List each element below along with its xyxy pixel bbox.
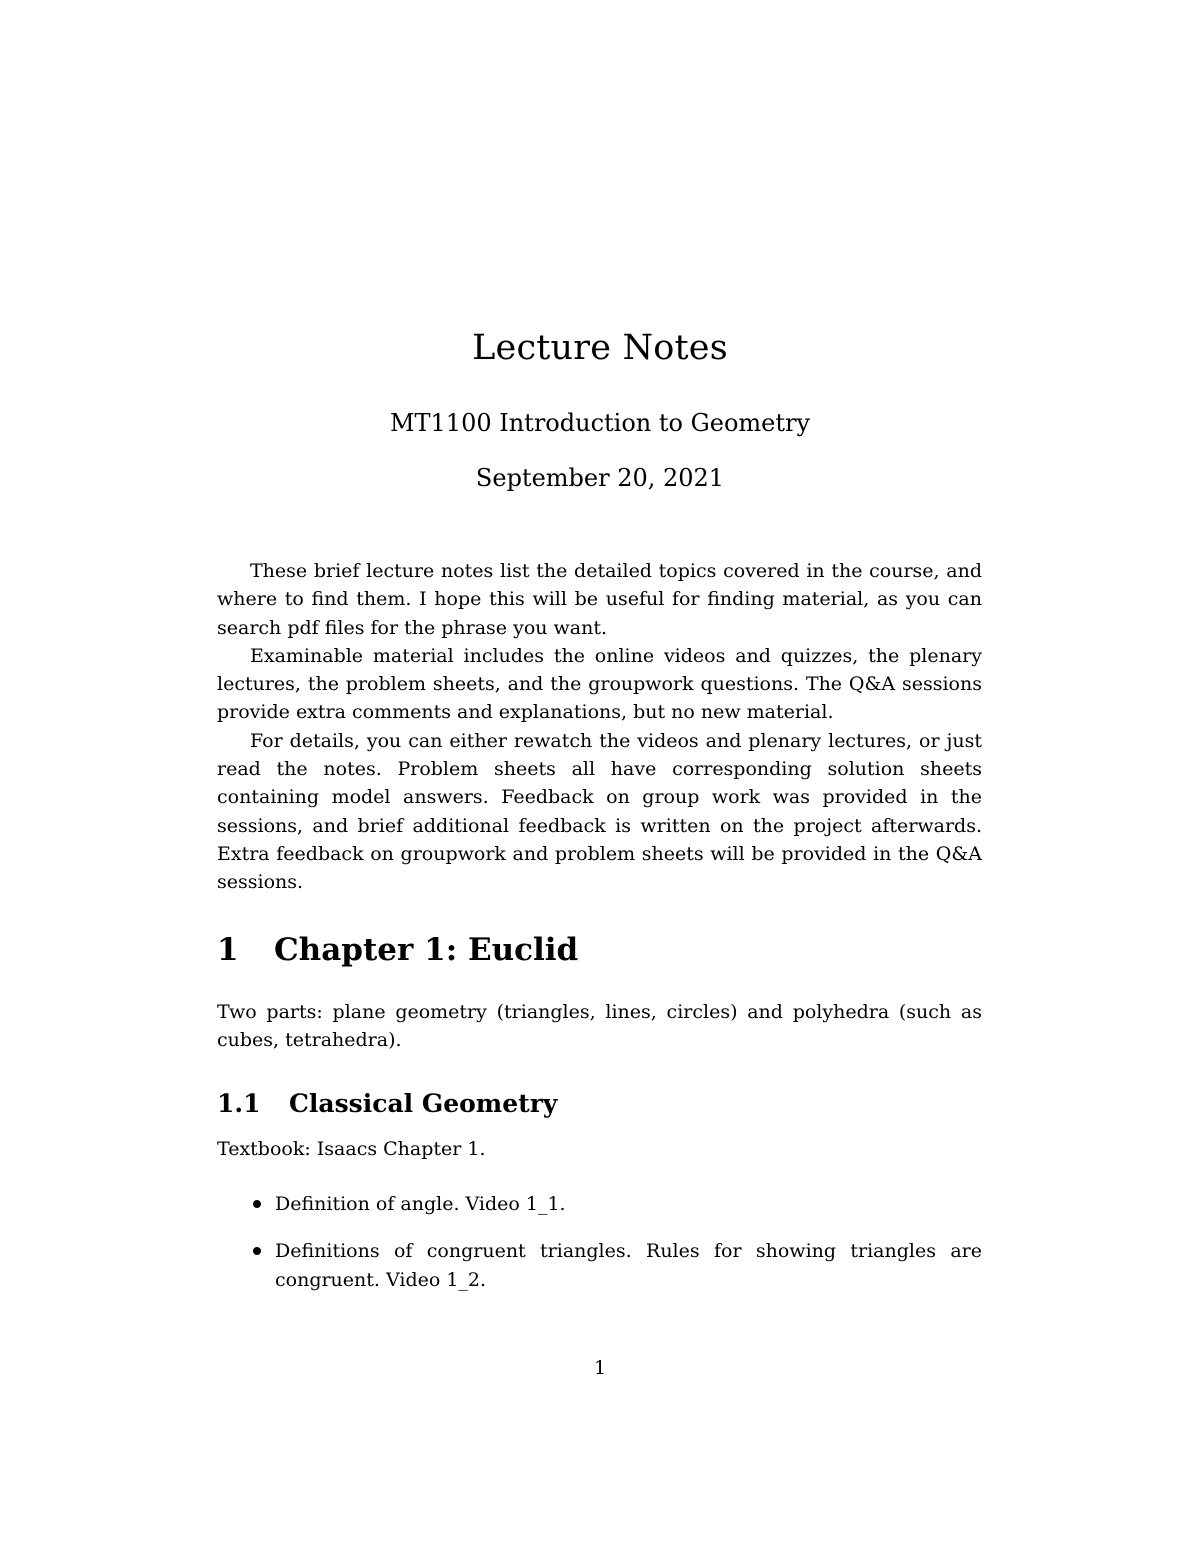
intro-paragraph-2: Examinable material includes the online videos and quizzes, the plenary lectures, the problem sheets, and the groupwork questions. The Q&A sessions provide extra comments and explanations, but no new material.: [217, 644, 982, 724]
bullet-icon: [253, 1200, 261, 1208]
bullet-icon: [253, 1247, 261, 1255]
list-item: [217, 1237, 982, 1294]
page-number: 1: [593, 1357, 607, 1379]
section-title: Chapter 1: Euclid: [274, 932, 579, 968]
list-item: [217, 1190, 982, 1218]
section-heading: [217, 932, 578, 968]
subsection-heading: [217, 1089, 557, 1118]
course-name: MT1100 Introduction to Geometry: [389, 409, 811, 437]
textbook-reference: Textbook: Isaacs Chapter 1.: [217, 1138, 486, 1160]
list-item-text: Definitions of congruent triangles. Rules for showing triangles are congruent. Video 1_2.: [275, 1240, 982, 1291]
document-title: Lecture Notes: [472, 328, 728, 368]
intro-paragraph-1: These brief lecture notes list the detailed topics covered in the course, and where to find them. I hope this will be useful for finding material, as you can search pdf files for the phrase you want.: [217, 560, 982, 639]
intro-paragraph-3: For details, you can either rewatch the videos and plenary lectures, or just read the notes. Problem sheets all have corresponding solution sheets containing model answers. Feedback on group work was provided in the sessions, and brief additional feedback is written on the project afterwards. Extra feedback on groupwork and problem sheets will be provided in the Q&A sessions.: [217, 729, 982, 894]
document-date: September 20, 2021: [475, 464, 725, 492]
subsection-number: 1.1: [217, 1089, 261, 1118]
topic-list: [217, 1190, 982, 1313]
list-item-text: Definition of angle. Video 1_1.: [275, 1193, 566, 1215]
subsection-title: Classical Geometry: [289, 1089, 558, 1118]
intro-section: [217, 557, 982, 897]
section-number: 1: [217, 932, 239, 968]
section-body: [217, 998, 982, 1055]
section-paragraph: Two parts: plane geometry (triangles, lines, circles) and polyhedra (such as cubes, tetrahedra).: [217, 1001, 982, 1052]
